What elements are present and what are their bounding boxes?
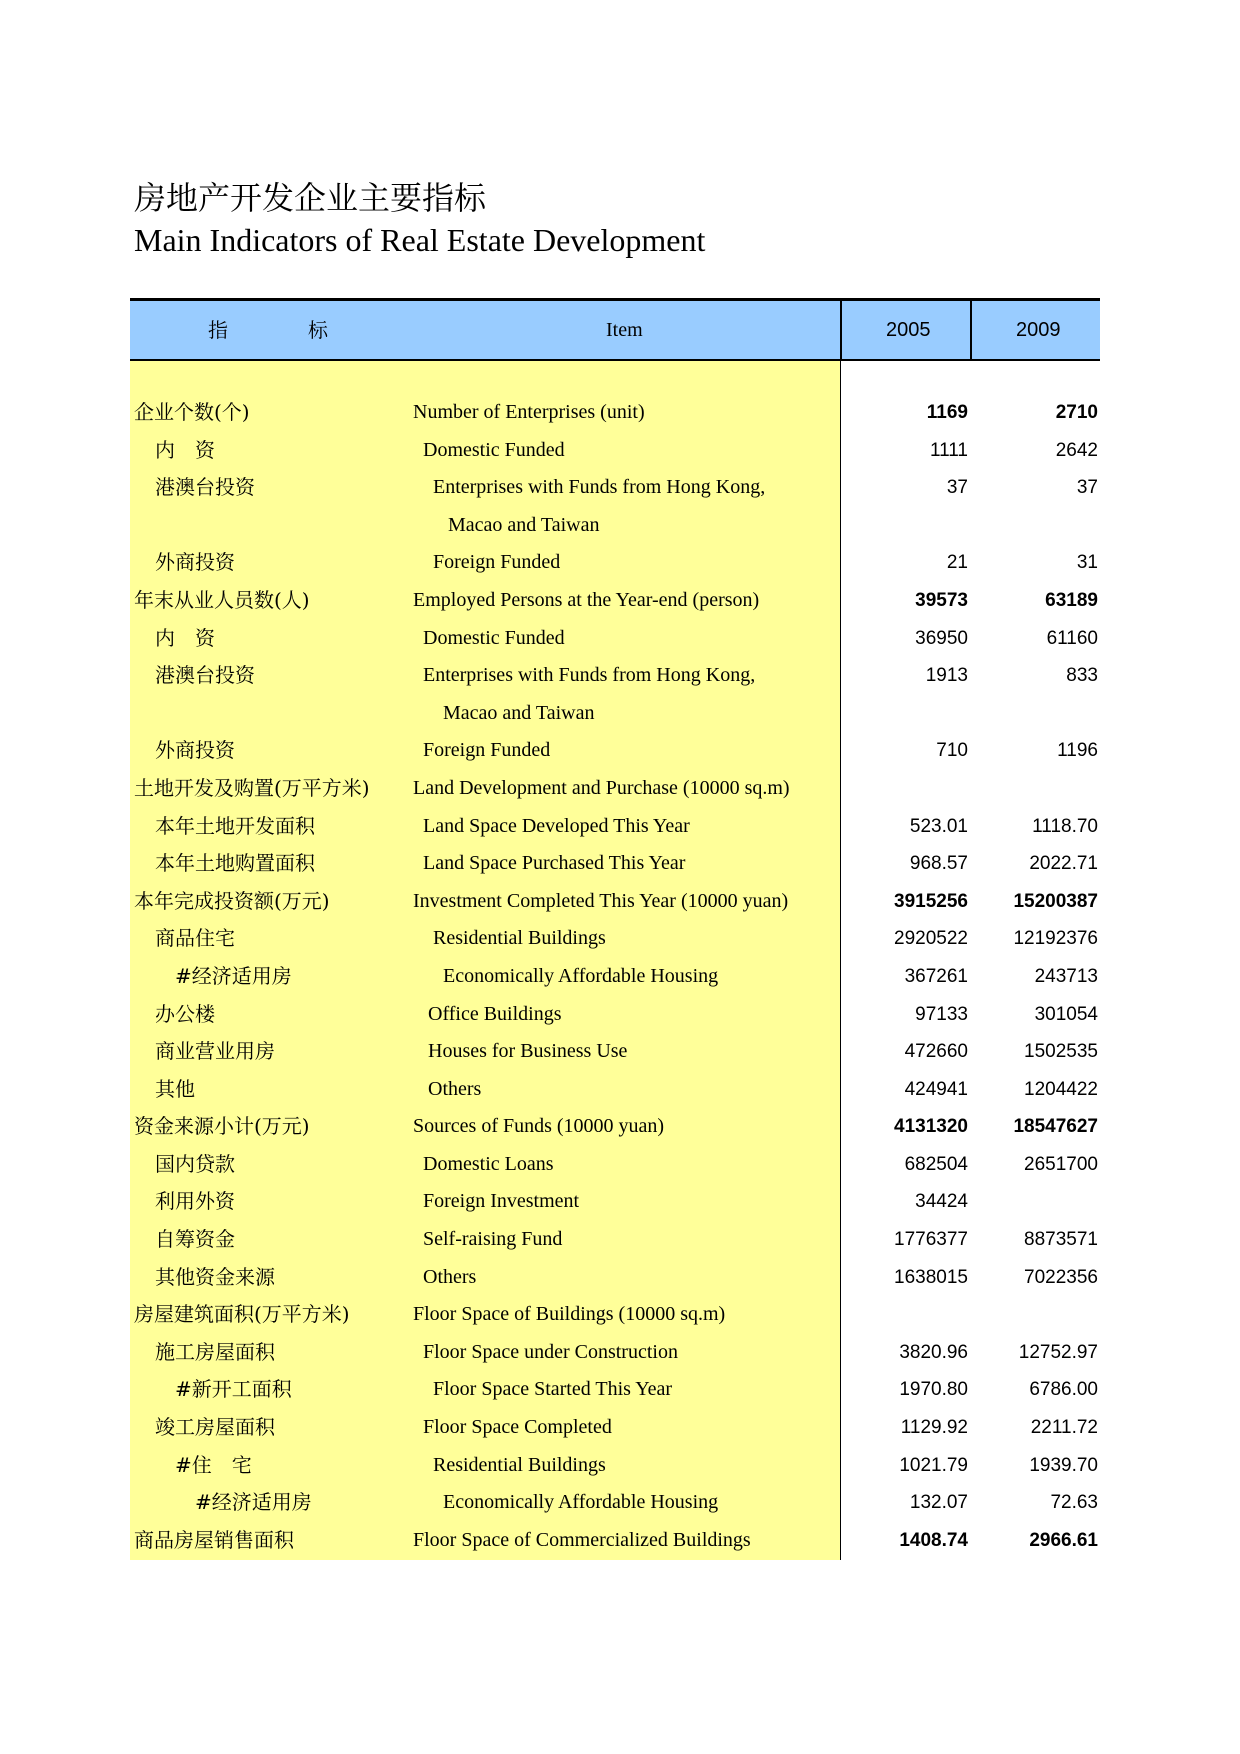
table-row	[130, 1108, 1100, 1146]
row-label-cn: 其他资金来源	[155, 1264, 275, 1289]
table-row	[130, 432, 1100, 470]
page-title-chinese: 房地产开发企业主要指标	[134, 179, 487, 217]
row-label-cn: 企业个数(个)	[134, 400, 250, 424]
header-year-2009: 2009	[1016, 319, 1061, 341]
row-value-2009: 18547627	[1013, 1116, 1098, 1138]
row-label-cn: 港澳台投资	[155, 663, 255, 688]
row-label-cn: 房屋建筑面积(万平方米)	[134, 1302, 350, 1327]
page-title-english: Main Indicators of Real Estate Development	[134, 222, 706, 258]
row-value-2009: 1118.70	[1032, 815, 1098, 837]
row-label-en: Residential Buildings	[433, 927, 606, 950]
row-label-en: Land Space Purchased This Year	[423, 852, 686, 875]
row-label-en: Floor Space under Construction	[423, 1340, 678, 1363]
table-row	[130, 1259, 1100, 1297]
table-row	[130, 469, 1100, 507]
row-value-2005: 367261	[904, 965, 968, 987]
row-value-2009: 7022356	[1024, 1266, 1098, 1288]
row-value-2005: 37	[946, 477, 968, 499]
row-label-en: Self-raising Fund	[423, 1228, 563, 1251]
row-value-2005: 968.57	[909, 853, 968, 875]
row-value-2009: 1204422	[1024, 1078, 1098, 1100]
table-row	[130, 1033, 1100, 1071]
row-label-en: Floor Space Started This Year	[433, 1378, 673, 1401]
row-label-en: Others	[423, 1265, 477, 1288]
row-value-2009: 2211.72	[1030, 1417, 1098, 1439]
header-label-area	[130, 301, 840, 359]
row-value-2005: 1129.92	[900, 1417, 968, 1439]
row-label-cn: 商品住宅	[155, 926, 235, 951]
row-label-cn: 内 资	[155, 437, 215, 462]
row-value-2009: 243713	[1034, 965, 1098, 987]
header-indicator-char-2: 标	[308, 318, 328, 342]
row-value-2005: 1111	[929, 439, 968, 461]
row-value-2009: 72.63	[1050, 1492, 1098, 1514]
row-value-2009: 1502535	[1024, 1041, 1098, 1063]
row-value-2005: 4131320	[894, 1116, 968, 1138]
table-row	[130, 582, 1100, 620]
row-label-cn: 内 资	[155, 625, 215, 650]
row-label-cn: 港澳台投资	[155, 475, 255, 500]
row-value-2005: 132.07	[909, 1492, 968, 1514]
row-label-en: Land Space Developed This Year	[423, 814, 690, 837]
row-label-cn: 外商投资	[155, 550, 235, 575]
row-value-2009: 8873571	[1024, 1229, 1098, 1251]
row-label-en: Investment Completed This Year (10000 yuan)	[413, 889, 789, 912]
row-label-en: Employed Persons at the Year-end (person)	[413, 588, 760, 611]
table-row	[130, 1484, 1100, 1522]
row-label-cn: 其他	[155, 1076, 195, 1101]
table-body	[130, 394, 1100, 1559]
row-label-en: Foreign Funded	[423, 739, 551, 762]
row-label-cn: 商品房屋销售面积	[134, 1527, 294, 1552]
table-row	[130, 394, 1100, 432]
row-value-2005: 97133	[915, 1003, 968, 1025]
row-label-en: Floor Space of Commercialized Buildings	[413, 1528, 751, 1551]
row-label-en: Land Development and Purchase (10000 sq.m)	[413, 776, 790, 799]
row-value-2009: 63189	[1045, 589, 1098, 611]
row-label-cn: 利用外资	[155, 1189, 235, 1214]
table-row	[130, 1371, 1100, 1409]
row-value-2009: 37	[1076, 477, 1098, 499]
row-value-2005: 472660	[904, 1041, 968, 1063]
row-value-2009: 833	[1066, 665, 1098, 687]
row-label-en: Residential Buildings	[433, 1453, 606, 1476]
row-value-2005: 36950	[915, 627, 968, 649]
row-label-en: Enterprises with Funds from Hong Kong,	[423, 664, 756, 687]
table-row	[130, 1071, 1100, 1109]
row-label-en: Others	[428, 1077, 482, 1100]
row-value-2005: 39573	[915, 589, 968, 611]
row-label-cn: 商业营业用房	[155, 1039, 275, 1064]
row-label-en: Floor Space Completed	[423, 1416, 612, 1439]
table-row	[130, 996, 1100, 1034]
table-row	[130, 845, 1100, 883]
row-label-en: Economically Affordable Housing	[443, 1491, 719, 1514]
row-label-cn: 办公楼	[155, 1001, 215, 1026]
row-value-2005: 1408.74	[899, 1529, 968, 1551]
table-row	[130, 1146, 1100, 1184]
row-label-cn: #住 宅	[175, 1452, 252, 1477]
row-value-2009: 12752.97	[1018, 1341, 1098, 1363]
row-label-en: Economically Affordable Housing	[443, 964, 719, 987]
row-label-en: Sources of Funds (10000 yuan)	[413, 1115, 665, 1138]
row-value-2005: 682504	[904, 1153, 968, 1175]
row-value-2005: 1776377	[894, 1229, 968, 1251]
row-value-2009: 12192376	[1013, 928, 1098, 950]
table-row	[130, 1409, 1100, 1447]
row-label-en: Macao and Taiwan	[448, 513, 600, 536]
row-label-en: Domestic Loans	[423, 1152, 554, 1175]
row-label-cn: 土地开发及购置(万平方米)	[134, 775, 370, 800]
row-value-2009: 15200387	[1013, 890, 1098, 912]
table-row	[130, 657, 1100, 695]
row-value-2005: 21	[946, 552, 968, 574]
row-label-en: Domestic Funded	[423, 626, 565, 649]
header-indicator-char-1: 指	[208, 318, 228, 342]
row-label-cn: 自筹资金	[155, 1227, 235, 1252]
table-row	[130, 507, 1100, 545]
row-label-en: Number of Enterprises (unit)	[413, 401, 645, 423]
row-value-2005: 3820.96	[899, 1341, 968, 1363]
table-row	[130, 620, 1100, 658]
table-row	[130, 1334, 1100, 1372]
row-label-cn: #经济适用房	[175, 963, 292, 988]
header-item: Item	[606, 319, 643, 341]
row-label-cn: 资金来源小计(万元)	[134, 1114, 310, 1139]
row-value-2009: 1196	[1057, 740, 1098, 762]
row-value-2005: 1638015	[894, 1266, 968, 1288]
row-value-2009: 301054	[1034, 1003, 1098, 1025]
table-row	[130, 808, 1100, 846]
row-label-cn: 本年完成投资额(万元)	[134, 888, 330, 913]
table-row	[130, 732, 1100, 770]
row-label-en: Houses for Business Use	[428, 1040, 628, 1063]
row-label-cn: #经济适用房	[195, 1490, 312, 1515]
row-label-cn: 竣工房屋面积	[155, 1415, 275, 1440]
row-label-cn: 施工房屋面积	[155, 1339, 275, 1364]
table-row	[130, 1296, 1100, 1334]
row-value-2005: 710	[936, 740, 968, 762]
row-label-cn: 国内贷款	[155, 1151, 235, 1176]
row-value-2005: 2920522	[894, 928, 968, 950]
row-label-cn: 本年土地购置面积	[155, 851, 315, 876]
table-row	[130, 770, 1100, 808]
row-value-2009: 2651700	[1024, 1153, 1098, 1175]
table-row	[130, 695, 1100, 733]
table-row	[130, 1183, 1100, 1221]
table-row	[130, 958, 1100, 996]
row-value-2009: 1939.70	[1029, 1454, 1098, 1476]
header-divider	[970, 301, 972, 359]
row-label-en: Foreign Funded	[433, 551, 561, 574]
row-value-2009: 2710	[1055, 402, 1098, 423]
row-label-en: Domestic Funded	[423, 438, 565, 461]
row-label-en: Floor Space of Buildings (10000 sq.m)	[413, 1303, 726, 1326]
row-value-2005: 424941	[904, 1078, 968, 1100]
row-value-2005: 1169	[926, 402, 968, 423]
row-value-2009: 2642	[1055, 439, 1098, 461]
table-row	[130, 544, 1100, 582]
row-label-cn: 本年土地开发面积	[155, 813, 315, 838]
table-row	[130, 1522, 1100, 1560]
row-label-en: Macao and Taiwan	[443, 701, 595, 724]
table-row	[130, 883, 1100, 921]
indicators-table	[130, 298, 1100, 1560]
row-label-en: Office Buildings	[428, 1002, 562, 1025]
header-divider	[840, 301, 842, 359]
row-value-2005: 1913	[925, 665, 968, 687]
table-row	[130, 920, 1100, 958]
row-label-cn: #新开工面积	[175, 1377, 292, 1402]
row-value-2005: 523.01	[909, 815, 968, 837]
row-value-2005: 3915256	[894, 890, 968, 912]
row-value-2005: 1021.79	[899, 1454, 968, 1476]
row-value-2009: 61160	[1046, 627, 1098, 649]
row-label-cn: 年末从业人员数(人)	[134, 587, 310, 612]
row-value-2005: 1970.80	[899, 1379, 968, 1401]
row-label-en: Enterprises with Funds from Hong Kong,	[433, 476, 766, 499]
row-value-2009: 6786.00	[1029, 1379, 1098, 1401]
header-year-2005: 2005	[886, 319, 931, 341]
row-label-cn: 外商投资	[155, 738, 235, 763]
row-label-en: Foreign Investment	[423, 1190, 580, 1213]
table-row	[130, 1447, 1100, 1485]
row-value-2005: 34424	[915, 1191, 968, 1213]
row-value-2009: 2022.71	[1029, 853, 1098, 875]
row-value-2009: 2966.61	[1029, 1529, 1098, 1551]
row-value-2009: 31	[1076, 552, 1098, 574]
table-header	[130, 301, 1100, 359]
table-row	[130, 1221, 1100, 1259]
